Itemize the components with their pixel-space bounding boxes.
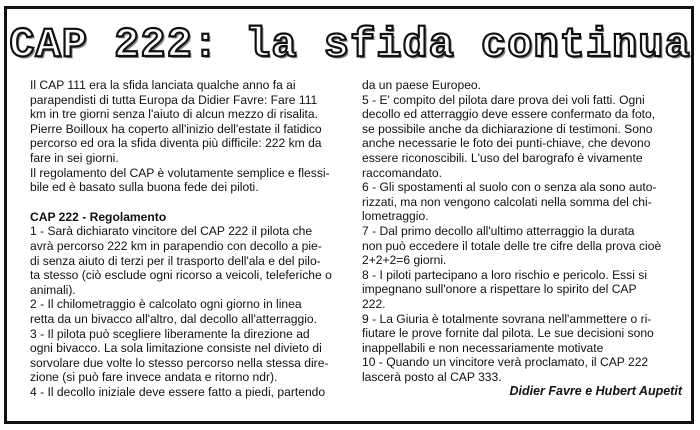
rules-block xyxy=(30,224,355,399)
rule-line: 8 - I piloti partecipano a loro rischio e pericolo. Essi si xyxy=(362,267,648,282)
rule-line: ta stesso (ciò esclude ogni ricorso a veicoli, teleferiche o xyxy=(30,268,332,283)
rule-line: raccomandato. xyxy=(362,165,442,180)
rule-line: lascerà posto al CAP 333. xyxy=(362,369,502,384)
rule-line: 1 - Sarà dichiarato vincitore del CAP 222 il pilota che xyxy=(30,224,313,239)
rule-line: 9 - La Giuria è totalmente sovrana nell'ammettere o ri- xyxy=(362,311,652,326)
rule-line: retta da un bivacco all'altro, dal decollo all'atterraggio. xyxy=(30,311,317,326)
intro-line: parapendisti di tutta Europa da Didier Favre: Fare 111 xyxy=(30,92,318,107)
rule-line: di senza aiuto di terzi per il trasporto dell'ala e del pilo- xyxy=(30,253,321,268)
rule-line: decollo ed atterraggio deve essere confermato da foto, xyxy=(362,107,656,122)
rule-line: 2 - Il chilometraggio è calcolato ogni giorno in linea xyxy=(30,297,302,312)
rule-line: impegnano sull'onore a rispettare lo spirito del CAP xyxy=(362,282,637,297)
intro-line: percorso ed ora la sfida diventa più difficile: 222 km da xyxy=(30,136,322,151)
rule-line: avrà percorso 222 km in parapendio con decollo a pie- xyxy=(30,238,322,253)
rule-line: ogni bivacco. La sola limitazione consiste nel divieto di xyxy=(30,341,322,356)
rule-line: 7 - Dal primo decollo all'ultimo atterraggio la durata xyxy=(362,223,635,238)
rule-line: 222. xyxy=(362,296,386,311)
intro-line: Il CAP 111 era la sfida lanciata qualche anno fa ai xyxy=(30,78,296,92)
rule-line: lometraggio. xyxy=(362,209,429,224)
intro-line: fare in sei giorni. xyxy=(30,150,119,165)
rule-line: 6 - Gli spostamenti al suolo con o senza ala sono auto- xyxy=(362,180,657,195)
author-signature: Didier Favre e Hubert Aupetit xyxy=(509,384,682,398)
intro-line: Pierre Boilloux ha coperto all'inizio dell'estate il fatidico xyxy=(30,121,322,136)
rule-line: da un paese Europeo. xyxy=(362,78,482,92)
rule-line: 5 - E' compito del pilota dare prova dei voli fatti. Ogni xyxy=(362,92,645,107)
rule-line: 3 - Il pilota può scegliere liberamente la direzione ad xyxy=(30,326,310,341)
rule-line: 4 - Il decollo iniziale deve essere fatto a piedi, partendo xyxy=(30,384,326,399)
rule-line: 2+2+2=6 giorni. xyxy=(362,253,447,268)
intro-line: Il regolamento del CAP è volutamente semplice e flessi- xyxy=(30,165,330,180)
section-heading: CAP 222 - Regolamento xyxy=(30,209,167,224)
rule-line: rizzati, ma non vengono calcolati nella somma del chi- xyxy=(362,194,652,209)
right-column xyxy=(362,78,682,384)
left-column xyxy=(30,78,355,399)
rule-line: 10 - Quando un vincitore verà proclamato, il CAP 222 xyxy=(362,355,649,370)
rule-line: se possibile anche da dichiarazione di testimoni. Sono xyxy=(362,121,653,136)
rule-line: zione (si può fare invece andata e ritorno ndr). xyxy=(30,370,278,385)
intro-line: km in tre giorni senza l'aiuto di alcun mezzo di risalita. xyxy=(30,107,318,122)
paragraph-gap xyxy=(30,195,355,210)
intro-block xyxy=(30,78,355,195)
article-title: CAP 222: la sfida continua xyxy=(9,21,691,69)
rule-line: sorvolare due volte lo stesso percorso nella stessa dire- xyxy=(30,355,329,370)
rule-line: animali). xyxy=(30,282,76,297)
rule-line: essere riconoscibili. L'uso del barografo è vivamente xyxy=(362,150,643,165)
rule-line: fiutare le prove fornite dal pilota. Le sue decisioni sono xyxy=(362,326,654,341)
rule-line: inappellabili e non necessariamente motivate xyxy=(362,340,604,355)
rule-line: non può eccedere il totale delle tre cifre della prova cioè xyxy=(362,238,662,253)
intro-line: bile ed è basato sulla buona fede dei piloti. xyxy=(30,180,259,195)
rule-line: anche necessarie le foto dei punti-chiave, che devono xyxy=(362,136,651,151)
